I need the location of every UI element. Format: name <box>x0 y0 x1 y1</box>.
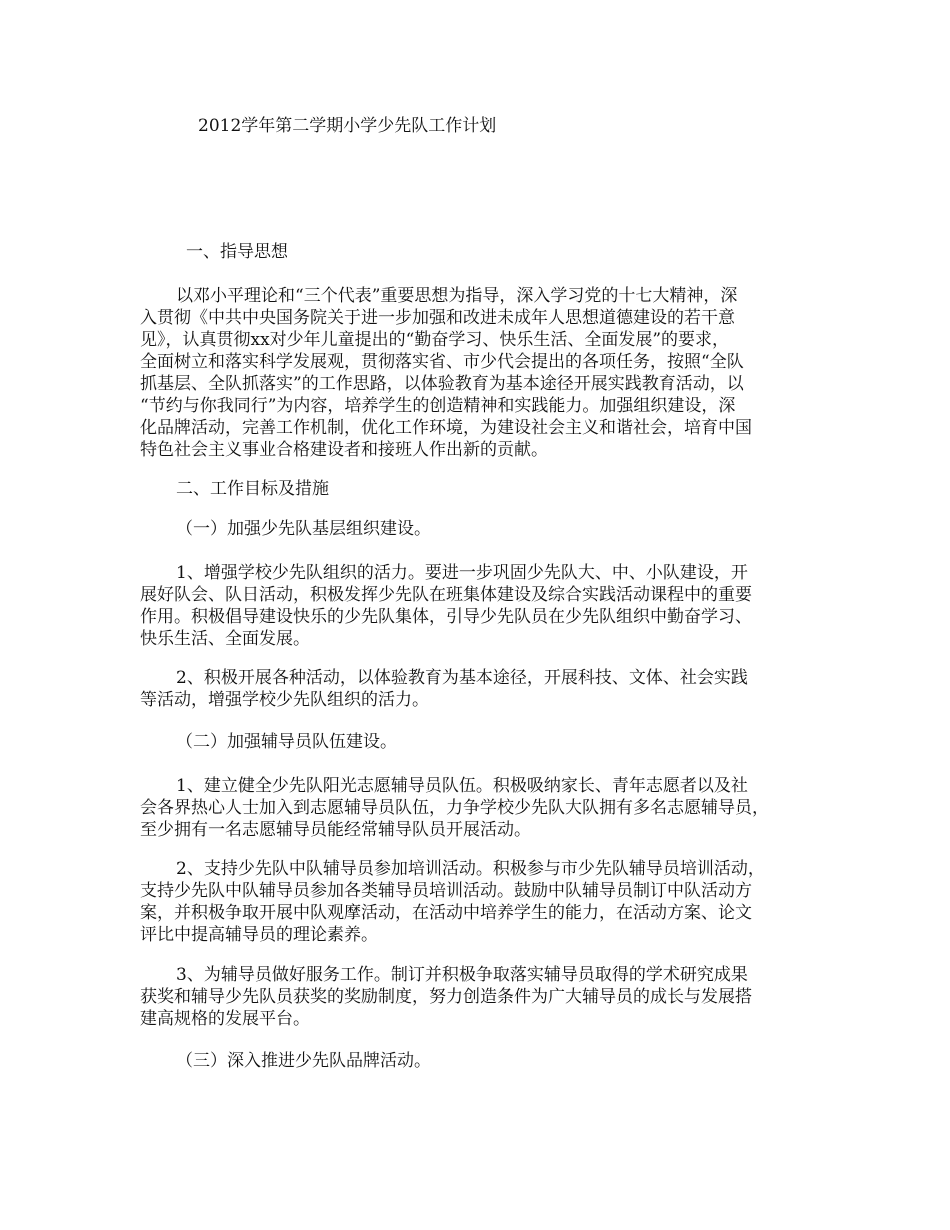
subsection-heading-counselors: （二）加强辅导员队伍建设。 <box>176 732 397 752</box>
paragraph-line: 1、建立健全少先队阳光志愿辅导员队伍。积极吸纳家长、青年志愿者以及社 <box>176 776 748 796</box>
section-heading-goals-measures: 二、工作目标及措施 <box>176 479 329 499</box>
subsection-heading-organization: （一）加强少先队基层组织建设。 <box>176 519 431 539</box>
paragraph-line: 等活动，增强学校少先队组织的活力。 <box>140 690 429 710</box>
paragraph-line: 2、积极开展各种活动，以体验教育为基本途径，开展科技、文体、社会实践 <box>176 668 748 688</box>
paragraph-line: 展好队会、队日活动，积极发挥少先队在班集体建设及综合实践活动课程中的重要 <box>140 585 752 605</box>
paragraph-line: 至少拥有一名志愿辅导员能经常辅导队员开展活动。 <box>140 820 531 840</box>
paragraph-line: 作用。积极倡导建设快乐的少先队集体，引导少先队员在少先队组织中勤奋学习、 <box>140 607 752 627</box>
paragraph-line: “节约与你我同行”为内容，培养学生的创造精神和实践能力。加强组织建设，深 <box>140 396 736 416</box>
paragraph-line: 特色社会主义事业合格建设者和接班人作出新的贡献。 <box>140 440 548 460</box>
paragraph-line: 见》，认真贯彻xx对少年儿童提出的“勤奋学习、快乐生活、全面发展”的要求， <box>140 330 730 350</box>
paragraph-line: 案，并积极争取开展中队观摩活动，在活动中培养学生的能力，在活动方案、论文 <box>140 903 752 923</box>
section-heading-guiding-ideology: 一、指导思想 <box>186 242 288 262</box>
paragraph-line: 建高规格的发展平台。 <box>140 1009 310 1029</box>
paragraph-line: 3、为辅导员做好服务工作。制订并积极争取落实辅导员取得的学术研究成果 <box>176 965 748 985</box>
document-title: 2012学年第二学期小学少先队工作计划 <box>198 116 497 136</box>
paragraph-line: 以邓小平理论和“三个代表”重要思想为指导，深入学习党的十七大精神，深 <box>176 286 738 306</box>
paragraph-line: 评比中提高辅导员的理论素养。 <box>140 925 378 945</box>
paragraph-line: 获奖和辅导少先队员获奖的奖励制度，努力创造条件为广大辅导员的成长与发展搭 <box>140 987 752 1007</box>
paragraph-line: 支持少先队中队辅导员参加各类辅导员培训活动。鼓励中队辅导员制订中队活动方 <box>140 881 752 901</box>
paragraph-line: 入贯彻《中共中央国务院关于进一步加强和改进未成年人思想道德建设的若干意 <box>140 308 735 328</box>
subsection-heading-brand-activities: （三）深入推进少先队品牌活动。 <box>176 1051 431 1071</box>
paragraph-line: 会各界热心人士加入到志愿辅导员队伍，力争学校少先队大队拥有多名志愿辅导员， <box>140 798 769 818</box>
paragraph-line: 全面树立和落实科学发展观，贯彻落实省、市少代会提出的各项任务，按照“全队 <box>140 352 744 372</box>
paragraph-line: 1、增强学校少先队组织的活力。要进一步巩固少先队大、中、小队建设，开 <box>176 563 748 583</box>
paragraph-line: 化品牌活动，完善工作机制，优化工作环境，为建设社会主义和谐社会，培育中国 <box>140 418 752 438</box>
paragraph-line: 抓基层、全队抓落实”的工作思路，以体验教育为基本途径开展实践教育活动，以 <box>140 374 744 394</box>
paragraph-line: 2、支持少先队中队辅导员参加培训活动。积极参与市少先队辅导员培训活动， <box>176 859 765 879</box>
paragraph-line: 快乐生活、全面发展。 <box>140 629 310 649</box>
